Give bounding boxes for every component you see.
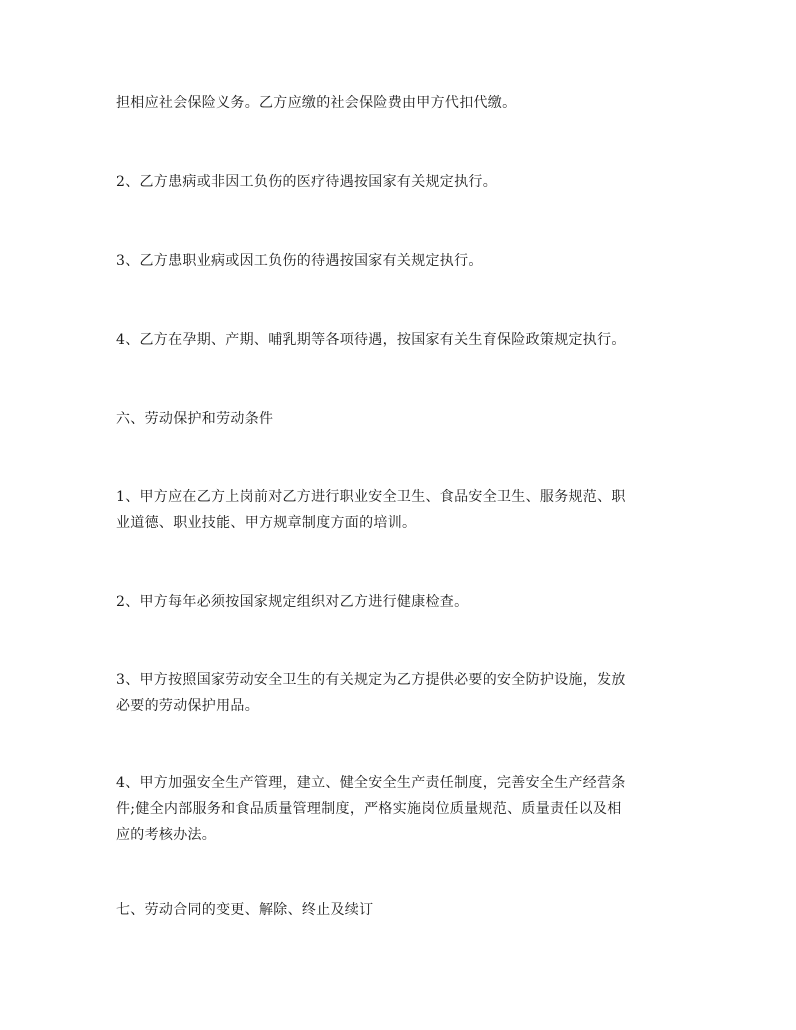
- text-line: 3、甲方按照国家劳动安全卫生的有关规定为乙方提供必要的安全防护设施，发放: [116, 672, 626, 688]
- paragraph-6-1-training: [116, 484, 696, 536]
- text-line: 2、乙方患病或非因工负伤的医疗待遇按国家有关规定执行。: [116, 174, 498, 190]
- text-line: 1、甲方应在乙方上岗前对乙方进行职业安全卫生、食品安全卫生、服务规范、职: [116, 489, 626, 505]
- section-heading-7: [116, 897, 696, 923]
- section-title: 七、劳动合同的变更、解除、终止及续订: [116, 902, 374, 918]
- section-heading-6: [116, 406, 696, 432]
- text-line: 业道德、职业技能、甲方规章制度方面的培训。: [116, 515, 417, 531]
- text-line: 4、甲方加强安全生产管理，建立、健全安全生产责任制度，完善安全生产经营条: [116, 775, 626, 791]
- paragraph-6-2-health-check: [116, 589, 696, 615]
- text-line: 件;健全内部服务和食品质量管理制度，严格实施岗位质量规范、质量责任以及相: [116, 801, 622, 817]
- text-line: 4、乙方在孕期、产期、哺乳期等各项待遇，按国家有关生育保险政策规定执行。: [116, 332, 626, 348]
- text-line: 2、甲方每年必须按国家规定组织对乙方进行健康检查。: [116, 594, 469, 610]
- paragraph-clause-4-maternity: [116, 327, 696, 353]
- paragraph-social-insurance-duty: [116, 90, 696, 116]
- text-line: 3、乙方患职业病或因工负伤的待遇按国家有关规定执行。: [116, 253, 483, 269]
- paragraph-6-3-protection: [116, 667, 696, 719]
- paragraph-6-4-safety-management: [116, 770, 696, 848]
- paragraph-clause-2-medical: [116, 169, 696, 195]
- text-line: 必要的劳动保护用品。: [116, 698, 259, 714]
- text-line: 应的考核办法。: [116, 827, 217, 843]
- paragraph-clause-3-occupational: [116, 248, 696, 274]
- text-line: 担相应社会保险义务。乙方应缴的社会保险费由甲方代扣代缴。: [116, 95, 517, 111]
- section-title: 六、劳动保护和劳动条件: [116, 411, 274, 427]
